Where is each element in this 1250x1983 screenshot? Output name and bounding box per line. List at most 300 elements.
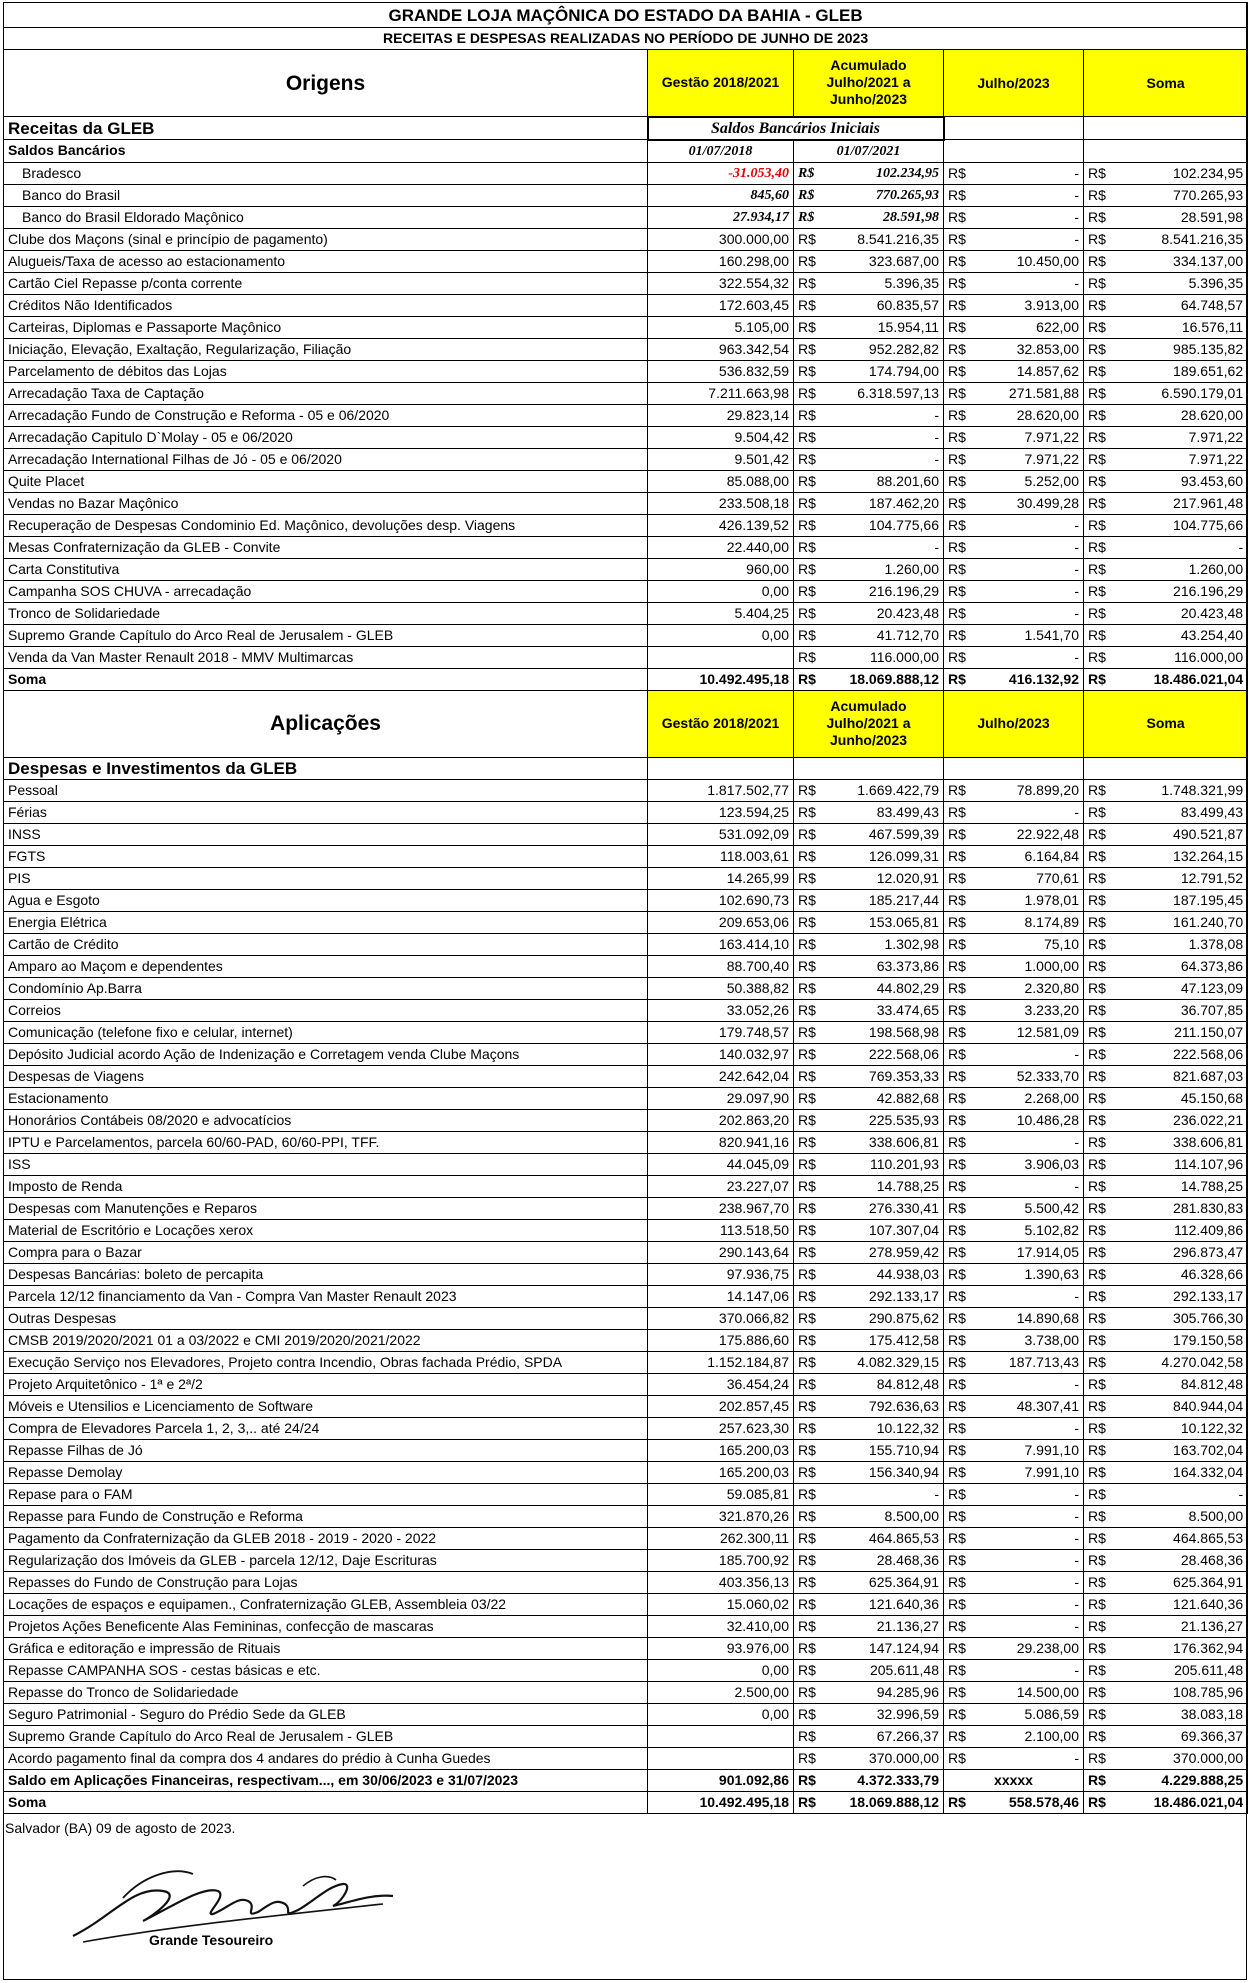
table-row (4, 360, 1248, 382)
value-gestao: 50.388,82 (648, 977, 794, 999)
value-soma: 334.137,00 (1114, 250, 1248, 272)
row-description: Parcelamento de débitos das Lojas (4, 360, 648, 382)
value-acumulado: 156.340,94 (824, 1461, 944, 1483)
value-acumulado: 155.710,94 (824, 1439, 944, 1461)
currency-symbol: R$ (944, 1483, 974, 1505)
currency-symbol: R$ (794, 1043, 824, 1065)
table-row (4, 1725, 1248, 1747)
currency-symbol: R$ (1084, 1241, 1114, 1263)
currency-symbol: R$ (1084, 1483, 1114, 1505)
aplicacoes-header-row (4, 690, 1248, 757)
table-row (4, 470, 1248, 492)
table-row (4, 316, 1248, 338)
table-row (4, 1153, 1248, 1175)
currency-symbol: R$ (1084, 1065, 1114, 1087)
table-row (4, 1241, 1248, 1263)
row-description: Parcela 12/12 financiamento da Van - Compra Van Master Renault 2023 (4, 1285, 648, 1307)
value-julho: - (974, 1043, 1084, 1065)
row-description: INSS (4, 823, 648, 845)
value-gestao: 0,00 (648, 580, 794, 602)
currency-symbol: R$ (944, 1153, 974, 1175)
currency-symbol: R$ (794, 1021, 824, 1043)
currency-symbol: R$ (794, 470, 824, 492)
value-julho: 5.086,59 (974, 1703, 1084, 1725)
value-gestao: 88.700,40 (648, 955, 794, 977)
value-julho: 7.971,22 (974, 426, 1084, 448)
currency-symbol: R$ (944, 1329, 974, 1351)
value-julho: 48.307,41 (974, 1395, 1084, 1417)
value-julho: - (974, 602, 1084, 624)
value-soma: 121.640,36 (1114, 1593, 1248, 1615)
value-soma: 108.785,96 (1114, 1681, 1248, 1703)
row-description: ISS (4, 1153, 648, 1175)
value-gestao: 820.941,16 (648, 1131, 794, 1153)
table-row (4, 1417, 1248, 1439)
row-description: Material de Escritório e Locações xerox (4, 1219, 648, 1241)
row-description: Regularização dos Imóveis da GLEB - parcela 12/12, Daje Escrituras (4, 1549, 648, 1571)
value-soma: 1.260,00 (1114, 558, 1248, 580)
row-description: Banco do Brasil Eldorado Maçônico (4, 206, 648, 228)
value-julho: 14.890,68 (974, 1307, 1084, 1329)
value-gestao: 22.440,00 (648, 536, 794, 558)
value-acumulado: 292.133,17 (824, 1285, 944, 1307)
saldos-bancarios-row (4, 140, 1248, 163)
value-gestao (648, 646, 794, 668)
currency-symbol: R$ (1084, 1043, 1114, 1065)
currency-symbol: R$ (794, 1395, 824, 1417)
table-row (4, 977, 1248, 999)
currency-symbol: R$ (1084, 1153, 1114, 1175)
currency-symbol: R$ (944, 1703, 974, 1725)
value-soma: 222.568,06 (1114, 1043, 1248, 1065)
value-soma: 28.468,36 (1114, 1549, 1248, 1571)
currency-symbol: R$ (944, 933, 974, 955)
currency-symbol: R$ (1084, 514, 1114, 536)
value-gestao: 59.085,81 (648, 1483, 794, 1505)
value-gestao: 85.088,00 (648, 470, 794, 492)
value-acumulado: 4.082.329,15 (824, 1351, 944, 1373)
currency-symbol: R$ (944, 228, 974, 250)
currency-symbol: R$ (1084, 1681, 1114, 1703)
row-description: Móveis e Utensilios e Licenciamento de Software (4, 1395, 648, 1417)
value-gestao: 172.603,45 (648, 294, 794, 316)
currency-symbol: R$ (1084, 338, 1114, 360)
row-description: Bradesco (4, 162, 648, 184)
value-soma: 5.396,35 (1114, 272, 1248, 294)
origens-header-row (4, 50, 1248, 117)
aplicacoes-label: Aplicações (4, 690, 648, 757)
currency-symbol: R$ (794, 1549, 824, 1571)
value-acumulado: 94.285,96 (824, 1681, 944, 1703)
value-gestao: 7.211.663,98 (648, 382, 794, 404)
value-julho: 2.320,80 (974, 977, 1084, 999)
value-acumulado: 84.812,48 (824, 1373, 944, 1395)
currency-symbol: R$ (944, 646, 974, 668)
value-acumulado: 4.372.333,79 (824, 1769, 944, 1791)
currency-symbol: R$ (1084, 867, 1114, 889)
despesas-section-row (4, 757, 1248, 779)
value-julho: 32.853,00 (974, 338, 1084, 360)
value-gestao: 0,00 (648, 1703, 794, 1725)
currency-symbol: R$ (1084, 448, 1114, 470)
table-row (4, 1285, 1248, 1307)
row-description: Honorários Contábeis 08/2020 e advocatícios (4, 1109, 648, 1131)
currency-symbol: R$ (794, 1681, 824, 1703)
value-soma: 69.366,37 (1114, 1725, 1248, 1747)
row-description: Condomínio Ap.Barra (4, 977, 648, 999)
value-gestao: 10.492.495,18 (648, 668, 794, 690)
currency-symbol: R$ (794, 1725, 824, 1747)
currency-symbol: R$ (1084, 1659, 1114, 1681)
row-description: Cartão Ciel Repasse p/conta corrente (4, 272, 648, 294)
row-description: CMSB 2019/2020/2021 01 a 03/2022 e CMI 2019/2020/2021/2022 (4, 1329, 648, 1351)
value-soma: 10.122,32 (1114, 1417, 1248, 1439)
value-julho: - (974, 1483, 1084, 1505)
currency-symbol: R$ (944, 272, 974, 294)
date-acumulado: 01/07/2021 (794, 140, 944, 163)
value-julho: - (974, 162, 1084, 184)
table-row (4, 1461, 1248, 1483)
currency-symbol: R$ (794, 558, 824, 580)
value-acumulado: 147.124,94 (824, 1637, 944, 1659)
currency-symbol: R$ (794, 1153, 824, 1175)
value-acumulado: 104.775,66 (824, 514, 944, 536)
currency-symbol: R$ (1084, 1395, 1114, 1417)
row-description: Campanha SOS CHUVA - arrecadação (4, 580, 648, 602)
table-row (4, 1747, 1248, 1769)
value-gestao: 9.501,42 (648, 448, 794, 470)
value-soma: 292.133,17 (1114, 1285, 1248, 1307)
currency-symbol: R$ (1084, 624, 1114, 646)
value-gestao: -31.053,40 (648, 162, 794, 184)
value-julho: - (974, 1505, 1084, 1527)
report-subtitle: RECEITAS E DESPESAS REALIZADAS NO PERÍODO DE JUNHO DE 2023 (4, 28, 1248, 50)
saldo-aplicacoes-row (4, 1769, 1248, 1791)
value-acumulado: 88.201,60 (824, 470, 944, 492)
value-soma: 211.150,07 (1114, 1021, 1248, 1043)
table-row (4, 1043, 1248, 1065)
currency-symbol: R$ (944, 426, 974, 448)
value-gestao: 426.139,52 (648, 514, 794, 536)
value-soma: 18.486.021,04 (1114, 1791, 1248, 1813)
col-header-soma: Soma (1084, 690, 1248, 757)
value-julho: 30.499,28 (974, 492, 1084, 514)
value-soma: 38.083,18 (1114, 1703, 1248, 1725)
currency-symbol: R$ (794, 382, 824, 404)
value-julho: 1.000,00 (974, 955, 1084, 977)
currency-symbol: R$ (944, 1659, 974, 1681)
value-julho: 3.233,20 (974, 999, 1084, 1021)
row-description: Imposto de Renda (4, 1175, 648, 1197)
value-gestao: 97.936,75 (648, 1263, 794, 1285)
table-row (4, 602, 1248, 624)
value-soma: 985.135,82 (1114, 338, 1248, 360)
table-row (4, 250, 1248, 272)
row-description: Projetos Ações Beneficente Alas Femininas, confecção de mascaras (4, 1615, 648, 1637)
currency-symbol: R$ (1084, 602, 1114, 624)
value-acumulado: 1.260,00 (824, 558, 944, 580)
currency-symbol: R$ (944, 360, 974, 382)
col-header-julho: Julho/2023 (944, 50, 1084, 117)
currency-symbol: R$ (944, 492, 974, 514)
value-julho: 10.486,28 (974, 1109, 1084, 1131)
table-row (4, 1659, 1248, 1681)
value-julho: 7.971,22 (974, 448, 1084, 470)
value-acumulado: 467.599,39 (824, 823, 944, 845)
value-soma: 83.499,43 (1114, 801, 1248, 823)
currency-symbol: R$ (944, 955, 974, 977)
currency-symbol: R$ (1084, 889, 1114, 911)
value-acumulado: 28.591,98 (824, 206, 944, 228)
value-gestao: 321.870,26 (648, 1505, 794, 1527)
value-acumulado: 153.065,81 (824, 911, 944, 933)
value-acumulado: 121.640,36 (824, 1593, 944, 1615)
row-description: Tronco de Solidariedade (4, 602, 648, 624)
table-row (4, 889, 1248, 911)
row-description: Repasse do Tronco de Solidariedade (4, 1681, 648, 1703)
currency-symbol: R$ (944, 1395, 974, 1417)
value-acumulado: 1.669.422,79 (824, 779, 944, 801)
row-description: Banco do Brasil (4, 184, 648, 206)
value-soma: 28.620,00 (1114, 404, 1248, 426)
row-description: Pessoal (4, 779, 648, 801)
table-row (4, 867, 1248, 889)
currency-symbol: R$ (1084, 404, 1114, 426)
value-acumulado: 370.000,00 (824, 1747, 944, 1769)
value-gestao: 123.594,25 (648, 801, 794, 823)
currency-symbol: R$ (1084, 1417, 1114, 1439)
value-soma: 216.196,29 (1114, 580, 1248, 602)
value-soma: 6.590.179,01 (1114, 382, 1248, 404)
value-acumulado: 18.069.888,12 (824, 668, 944, 690)
value-soma: 84.812,48 (1114, 1373, 1248, 1395)
value-gestao: 118.003,61 (648, 845, 794, 867)
value-gestao: 2.500,00 (648, 1681, 794, 1703)
currency-symbol: R$ (1084, 1615, 1114, 1637)
row-description: Saldo em Aplicações Financeiras, respectivam..., em 30/06/2023 e 31/07/2023 (4, 1769, 648, 1791)
value-gestao: 93.976,00 (648, 1637, 794, 1659)
value-gestao: 14.265,99 (648, 867, 794, 889)
table-row (4, 404, 1248, 426)
value-gestao: 290.143,64 (648, 1241, 794, 1263)
value-gestao (648, 1747, 794, 1769)
table-row (4, 1483, 1248, 1505)
value-gestao: 140.032,97 (648, 1043, 794, 1065)
value-gestao: 5.404,25 (648, 602, 794, 624)
currency-symbol: R$ (1084, 1109, 1114, 1131)
col-header-julho: Julho/2023 (944, 690, 1084, 757)
value-julho: - (974, 1615, 1084, 1637)
row-description: Vendas no Bazar Maçônico (4, 492, 648, 514)
currency-symbol: R$ (794, 1571, 824, 1593)
table-row (4, 1175, 1248, 1197)
currency-symbol: R$ (944, 1175, 974, 1197)
table-row (4, 1395, 1248, 1417)
table-row (4, 911, 1248, 933)
value-acumulado: 67.266,37 (824, 1725, 944, 1747)
value-gestao: 0,00 (648, 1659, 794, 1681)
value-acumulado: 12.020,91 (824, 867, 944, 889)
table-row (4, 382, 1248, 404)
currency-symbol: R$ (944, 1747, 974, 1769)
row-description: Energia Elétrica (4, 911, 648, 933)
currency-symbol: R$ (944, 514, 974, 536)
value-soma: 116.000,00 (1114, 646, 1248, 668)
bank-row (4, 184, 1248, 206)
currency-symbol: R$ (944, 823, 974, 845)
value-acumulado: 6.318.597,13 (824, 382, 944, 404)
currency-symbol: R$ (944, 338, 974, 360)
value-gestao: 531.092,09 (648, 823, 794, 845)
currency-symbol: R$ (1084, 668, 1114, 690)
value-acumulado: 42.882,68 (824, 1087, 944, 1109)
value-acumulado: 198.568,98 (824, 1021, 944, 1043)
currency-symbol: R$ (944, 1593, 974, 1615)
currency-symbol: R$ (794, 448, 824, 470)
value-gestao: 179.748,57 (648, 1021, 794, 1043)
value-gestao: 960,00 (648, 558, 794, 580)
value-gestao: 5.105,00 (648, 316, 794, 338)
currency-symbol: R$ (944, 1681, 974, 1703)
table-row (4, 1571, 1248, 1593)
row-description: Agua e Esgoto (4, 889, 648, 911)
row-description: Repasses do Fundo de Construção para Lojas (4, 1571, 648, 1593)
table-row (4, 294, 1248, 316)
value-soma: 8.500,00 (1114, 1505, 1248, 1527)
currency-symbol: R$ (1084, 162, 1114, 184)
value-gestao: 262.300,11 (648, 1527, 794, 1549)
value-soma: 18.486.021,04 (1114, 668, 1248, 690)
row-description: Correios (4, 999, 648, 1021)
value-soma: 64.748,57 (1114, 294, 1248, 316)
currency-symbol: R$ (794, 889, 824, 911)
origens-total-row (4, 668, 1248, 690)
currency-symbol: R$ (944, 1285, 974, 1307)
row-description: Créditos Não Identificados (4, 294, 648, 316)
col-header-gestao: Gestão 2018/2021 (648, 50, 794, 117)
value-julho: - (974, 1549, 1084, 1571)
currency-symbol: R$ (794, 646, 824, 668)
row-description: Férias (4, 801, 648, 823)
value-soma: 43.254,40 (1114, 624, 1248, 646)
value-julho: 770,61 (974, 867, 1084, 889)
currency-symbol: R$ (944, 1021, 974, 1043)
currency-symbol: R$ (1084, 1307, 1114, 1329)
currency-symbol: R$ (1084, 360, 1114, 382)
value-julho: 75,10 (974, 933, 1084, 955)
row-description: Seguro Patrimonial - Seguro do Prédio Sede da GLEB (4, 1703, 648, 1725)
value-acumulado: 278.959,42 (824, 1241, 944, 1263)
value-soma: 20.423,48 (1114, 602, 1248, 624)
value-gestao: 163.414,10 (648, 933, 794, 955)
value-soma: 338.606,81 (1114, 1131, 1248, 1153)
value-julho: - (974, 206, 1084, 228)
value-acumulado: 185.217,44 (824, 889, 944, 911)
value-acumulado: 175.412,58 (824, 1329, 944, 1351)
value-acumulado: 792.636,63 (824, 1395, 944, 1417)
currency-symbol: R$ (1084, 1637, 1114, 1659)
value-acumulado: - (824, 536, 944, 558)
value-acumulado: 33.474,65 (824, 999, 944, 1021)
table-row (4, 338, 1248, 360)
currency-symbol: R$ (1084, 1197, 1114, 1219)
table-row (4, 1021, 1248, 1043)
currency-symbol: R$ (794, 316, 824, 338)
currency-symbol: R$ (794, 977, 824, 999)
value-julho: 7.991,10 (974, 1439, 1084, 1461)
currency-symbol: R$ (794, 602, 824, 624)
currency-symbol: R$ (794, 228, 824, 250)
row-description: Arrecadação Fundo de Construção e Reforma - 05 e 06/2020 (4, 404, 648, 426)
value-julho: 12.581,09 (974, 1021, 1084, 1043)
currency-symbol: R$ (944, 448, 974, 470)
value-gestao: 257.623,30 (648, 1417, 794, 1439)
currency-symbol: R$ (1084, 646, 1114, 668)
row-description: Repasse para Fundo de Construção e Reforma (4, 1505, 648, 1527)
value-gestao: 44.045,09 (648, 1153, 794, 1175)
value-julho: - (974, 801, 1084, 823)
value-julho: - (974, 1175, 1084, 1197)
currency-symbol: R$ (794, 1417, 824, 1439)
value-acumulado: 8.500,00 (824, 1505, 944, 1527)
col-header-acumulado: Acumulado Julho/2021 a Junho/2023 (794, 690, 944, 757)
currency-symbol: R$ (944, 1527, 974, 1549)
value-julho: 2.100,00 (974, 1725, 1084, 1747)
currency-symbol: R$ (944, 1351, 974, 1373)
table-row (4, 823, 1248, 845)
value-gestao: 185.700,92 (648, 1549, 794, 1571)
currency-symbol: R$ (1084, 470, 1114, 492)
value-acumulado: 10.122,32 (824, 1417, 944, 1439)
row-description: Mesas Confraternização da GLEB - Convite (4, 536, 648, 558)
value-gestao: 32.410,00 (648, 1615, 794, 1637)
value-julho: 271.581,88 (974, 382, 1084, 404)
value-acumulado: 187.462,20 (824, 492, 944, 514)
row-description: Supremo Grande Capítulo do Arco Real de Jerusalem - GLEB (4, 624, 648, 646)
table-row (4, 624, 1248, 646)
currency-symbol: R$ (944, 470, 974, 492)
value-gestao: 33.052,26 (648, 999, 794, 1021)
value-gestao: 901.092,86 (648, 1769, 794, 1791)
row-description: Venda da Van Master Renault 2018 - MMV Multimarcas (4, 646, 648, 668)
currency-symbol: R$ (1084, 558, 1114, 580)
value-acumulado: 20.423,48 (824, 602, 944, 624)
currency-symbol: R$ (944, 779, 974, 801)
currency-symbol: R$ (944, 536, 974, 558)
value-gestao: 1.152.184,87 (648, 1351, 794, 1373)
currency-symbol: R$ (794, 911, 824, 933)
value-julho: - (974, 1593, 1084, 1615)
value-julho: 1.541,70 (974, 624, 1084, 646)
row-description: Soma (4, 668, 648, 690)
value-soma: 21.136,27 (1114, 1615, 1248, 1637)
value-gestao: 536.832,59 (648, 360, 794, 382)
value-soma: 1.378,08 (1114, 933, 1248, 955)
currency-symbol: R$ (794, 933, 824, 955)
value-acumulado: 323.687,00 (824, 250, 944, 272)
value-acumulado: 110.201,93 (824, 1153, 944, 1175)
currency-symbol: R$ (1084, 999, 1114, 1021)
currency-symbol: R$ (944, 999, 974, 1021)
currency-symbol: R$ (1084, 845, 1114, 867)
currency-symbol: R$ (794, 1483, 824, 1505)
value-julho: 10.450,00 (974, 250, 1084, 272)
currency-symbol: R$ (1084, 228, 1114, 250)
table-row (4, 1065, 1248, 1087)
currency-symbol: R$ (1084, 1021, 1114, 1043)
value-gestao: 202.863,20 (648, 1109, 794, 1131)
table-row (4, 1637, 1248, 1659)
